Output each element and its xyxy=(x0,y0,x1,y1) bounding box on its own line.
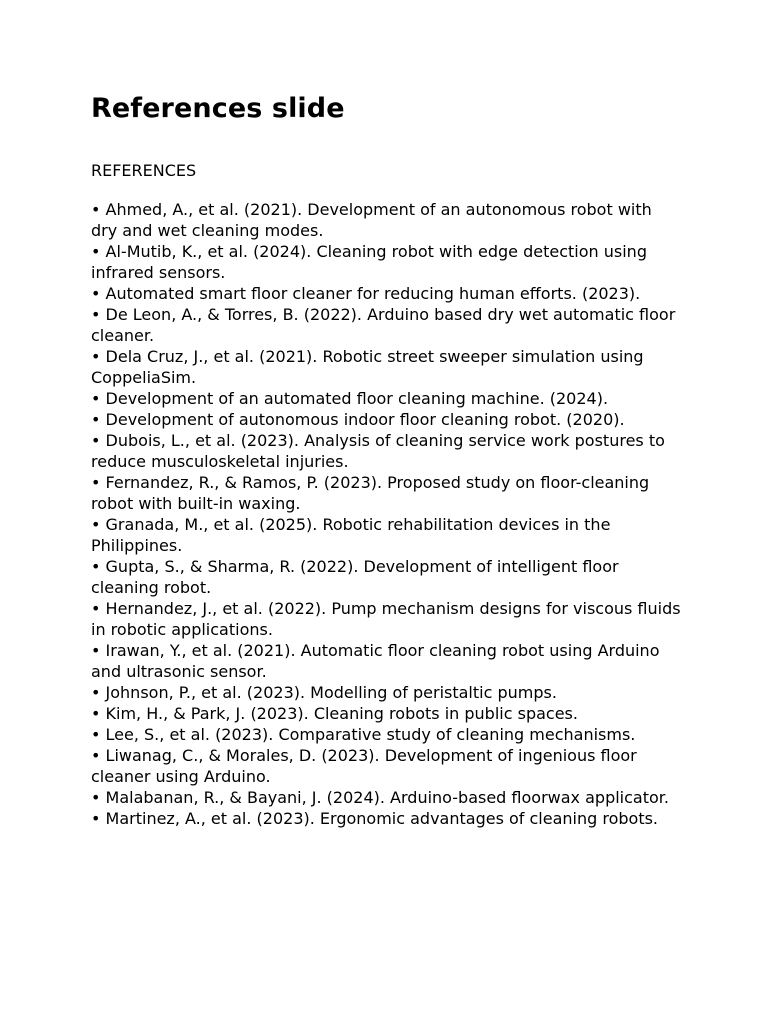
bullet-icon: • xyxy=(91,242,101,261)
reference-list xyxy=(91,199,681,829)
reference-text: Fernandez, R., & Ramos, P. (2023). Proposed study on floor-cleaning robot with built-in waxing. xyxy=(91,473,650,513)
reference-item xyxy=(91,808,681,829)
reference-text: Granada, M., et al. (2025). Robotic rehabilitation devices in the Philippines. xyxy=(91,515,611,555)
reference-item xyxy=(91,787,681,808)
reference-item xyxy=(91,598,681,640)
bullet-icon: • xyxy=(91,746,101,765)
reference-text: Dubois, L., et al. (2023). Analysis of cleaning service work postures to reduce musculoskeletal injuries. xyxy=(91,431,665,471)
bullet-icon: • xyxy=(91,410,101,429)
bullet-icon: • xyxy=(91,725,101,744)
bullet-icon: • xyxy=(91,473,101,492)
reference-item xyxy=(91,724,681,745)
reference-item xyxy=(91,556,681,598)
bullet-icon: • xyxy=(91,431,101,450)
bullet-icon: • xyxy=(91,389,101,408)
reference-text: Development of an automated floor cleaning machine. (2024). xyxy=(105,389,609,408)
reference-text: Development of autonomous indoor floor cleaning robot. (2020). xyxy=(105,410,625,429)
bullet-icon: • xyxy=(91,305,101,324)
bullet-icon: • xyxy=(91,515,101,534)
reference-text: Al-Mutib, K., et al. (2024). Cleaning robot with edge detection using infrared sensors. xyxy=(91,242,647,282)
reference-text: Irawan, Y., et al. (2021). Automatic floor cleaning robot using Arduino and ultrasonic sensor. xyxy=(91,641,660,681)
reference-item xyxy=(91,472,681,514)
reference-text: Lee, S., et al. (2023). Comparative study of cleaning mechanisms. xyxy=(105,725,636,744)
reference-text: Liwanag, C., & Morales, D. (2023). Development of ingenious floor cleaner using Arduino. xyxy=(91,746,637,786)
reference-item xyxy=(91,241,681,283)
bullet-icon: • xyxy=(91,641,101,660)
bullet-icon: • xyxy=(91,599,101,618)
section-heading: REFERENCES xyxy=(91,161,197,180)
bullet-icon: • xyxy=(91,200,101,219)
bullet-icon: • xyxy=(91,788,101,807)
bullet-icon: • xyxy=(91,809,101,828)
reference-item xyxy=(91,682,681,703)
reference-item xyxy=(91,640,681,682)
reference-text: Martinez, A., et al. (2023). Ergonomic advantages of cleaning robots. xyxy=(105,809,659,828)
reference-item xyxy=(91,703,681,724)
reference-text: Gupta, S., & Sharma, R. (2022). Development of intelligent floor cleaning robot. xyxy=(91,557,619,597)
bullet-icon: • xyxy=(91,284,101,303)
reference-item xyxy=(91,409,681,430)
reference-item xyxy=(91,388,681,409)
reference-text: Dela Cruz, J., et al. (2021). Robotic street sweeper simulation using CoppeliaSim. xyxy=(91,347,644,387)
reference-item xyxy=(91,514,681,556)
reference-text: De Leon, A., & Torres, B. (2022). Arduino based dry wet automatic floor cleaner. xyxy=(91,305,676,345)
reference-item xyxy=(91,304,681,346)
bullet-icon: • xyxy=(91,557,101,576)
bullet-icon: • xyxy=(91,683,101,702)
slide-title: References slide xyxy=(91,93,345,124)
reference-item xyxy=(91,430,681,472)
reference-item xyxy=(91,199,681,241)
reference-text: Automated smart floor cleaner for reducing human efforts. (2023). xyxy=(105,284,641,303)
reference-item xyxy=(91,745,681,787)
bullet-icon: • xyxy=(91,347,101,366)
reference-text: Ahmed, A., et al. (2021). Development of an autonomous robot with dry and wet cleaning modes. xyxy=(91,200,652,240)
reference-text: Malabanan, R., & Bayani, J. (2024). Arduino-based floorwax applicator. xyxy=(105,788,669,807)
reference-item xyxy=(91,283,681,304)
reference-text: Hernandez, J., et al. (2022). Pump mechanism designs for viscous fluids in robotic applications. xyxy=(91,599,681,639)
reference-text: Kim, H., & Park, J. (2023). Cleaning robots in public spaces. xyxy=(105,704,578,723)
reference-text: Johnson, P., et al. (2023). Modelling of peristaltic pumps. xyxy=(105,683,557,702)
bullet-icon: • xyxy=(91,704,101,723)
reference-item xyxy=(91,346,681,388)
